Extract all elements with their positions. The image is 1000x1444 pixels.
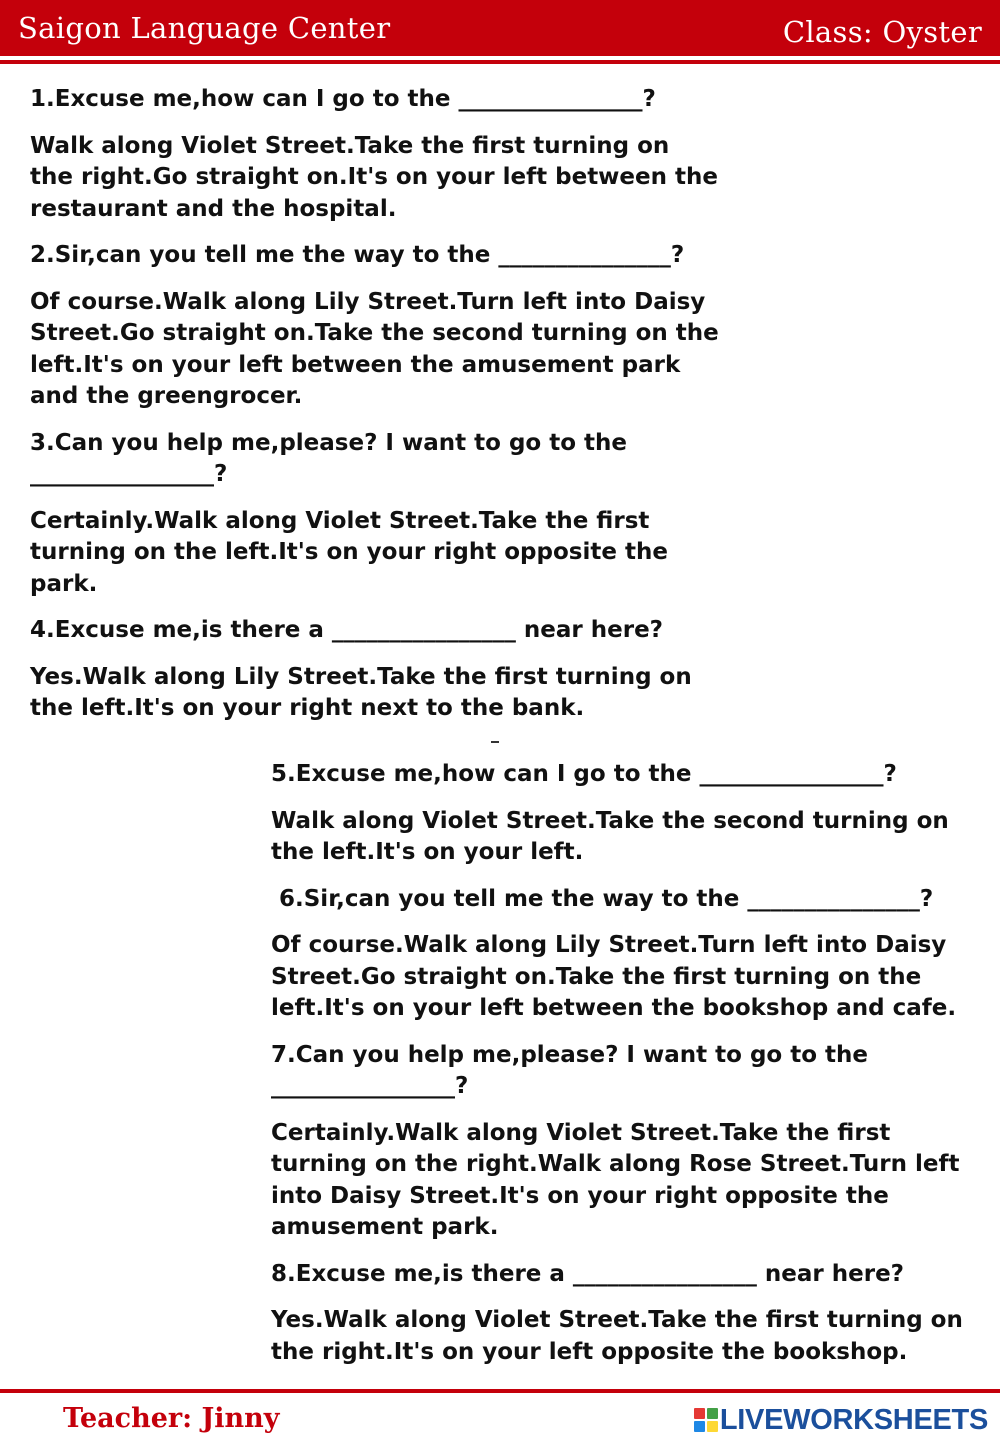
answer-6: Of course.Walk along Lily Street.Turn left into Daisy Street.Go straight on.Take the first turning on the left.It's on your left between the bookshop and cafe.	[271, 932, 957, 1021]
question-8: 8.Excuse me,is there a ________________ near here?	[271, 1260, 905, 1287]
answer-4: Yes.Walk along Lily Street.Take the first turning on the left.It's on your right next to the bank.	[30, 663, 692, 721]
question-2: 2.Sir,can you tell me the way to the _______________?	[30, 242, 685, 268]
question-3: 3.Can you help me,please? I want to go to the ________________?	[30, 429, 627, 487]
answer-7: Certainly.Walk along Violet Street.Take the first turning on the right.Walk along Rose Street.Turn left into Daisy Street.It's on your right opposite the amusement park.	[271, 1119, 960, 1240]
class-label: Class: Oyster	[782, 15, 982, 49]
question-6: 6.Sir,can you tell me the way to the _______________?	[279, 885, 934, 912]
teacher-label: Teacher: Jinny	[63, 1403, 280, 1434]
divider-mark	[491, 741, 499, 743]
right-column	[271, 759, 986, 1368]
grid-logo-icon	[694, 1408, 718, 1432]
center-name: Saigon Language Center	[18, 11, 391, 45]
logo-square	[707, 1408, 718, 1419]
answer-3: Certainly.Walk along Violet Street.Take the first turning on the left.It's on your right opposite the park.	[30, 507, 668, 597]
answer-1: Walk along Violet Street.Take the first turning on the right.Go straight on.It's on your left between the restaurant and the hospital.	[30, 132, 718, 222]
question-5: 5.Excuse me,how can I go to the ________________?	[271, 761, 897, 787]
question-7: 7.Can you help me,please? I want to go to the ________________?	[271, 1041, 868, 1099]
answer-5: Walk along Violet Street.Take the second turning on the left.It's on your left.	[271, 807, 949, 865]
footer-rule	[0, 1389, 1000, 1393]
logo-square	[707, 1421, 718, 1432]
logo-square	[694, 1421, 705, 1432]
answer-8: Yes.Walk along Violet Street.Take the first turning on the right.It's on your left opposite the bookshop.	[271, 1307, 963, 1365]
left-column	[30, 84, 720, 725]
logo-square	[694, 1408, 705, 1419]
answer-2: Of course.Walk along Lily Street.Turn left into Daisy Street.Go straight on.Take the second turning on the left.It's on your left between the amusement park and the greengrocer.	[30, 288, 719, 409]
question-4: 4.Excuse me,is there a ________________ near here?	[30, 617, 664, 643]
header-rule	[0, 60, 1000, 64]
question-1: 1.Excuse me,how can I go to the ________________?	[30, 86, 656, 112]
brand-name: LIVEWORKSHEETS	[719, 1403, 988, 1436]
brand-logo	[694, 1404, 988, 1436]
